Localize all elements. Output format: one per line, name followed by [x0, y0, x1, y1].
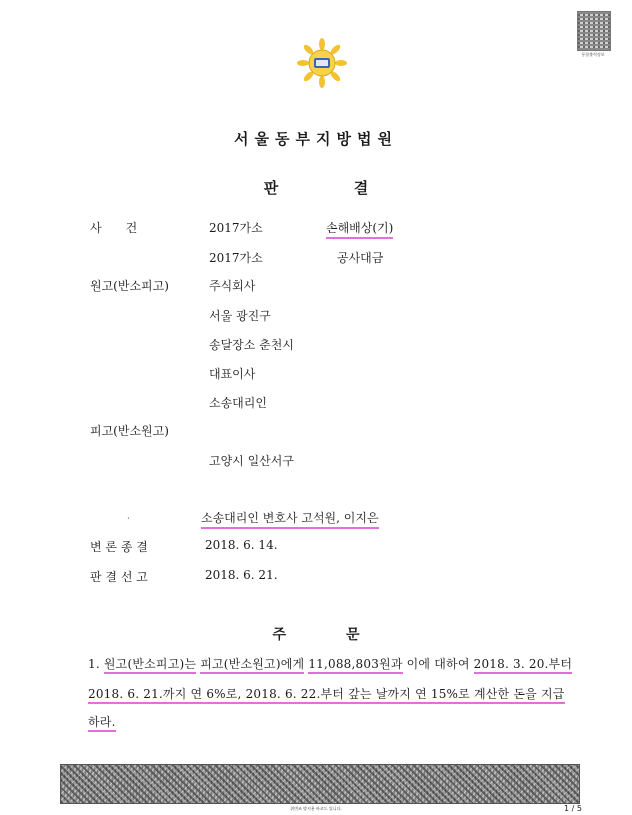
order-text: 이에 대하여	[406, 657, 470, 671]
judgment-date: 2018. 6. 21.	[205, 568, 278, 582]
order-start-date: 2018. 3. 20.부터	[474, 657, 573, 674]
court-name: 서울동부지방법원	[234, 130, 398, 148]
order-line-1	[88, 655, 572, 672]
footer-note: 위변조 방지용 바코드 입니다.	[290, 806, 342, 811]
document-title-char-2: 결	[353, 179, 369, 197]
order-recipient: 피고(반소원고)에게	[200, 657, 304, 674]
case-name-2: 공사대금	[337, 251, 384, 265]
order-interest-terms: 2018. 6. 21.까지 연 6%로, 2018. 6. 22.부터 갚는 날까지 연 15%로 계산한 돈을 지급	[88, 687, 565, 704]
plaintiff-line-3: 송달장소 춘천시	[209, 338, 294, 352]
anti-forgery-barcode	[60, 764, 580, 804]
court-emblem-icon	[297, 38, 347, 88]
order-title-char-2: 문	[346, 627, 360, 643]
judgment-date-label: 판 결 선 고	[90, 570, 148, 584]
defendant-label: 피고(반소원고)	[90, 424, 169, 438]
case-name-1: 손해배상(기)	[326, 219, 393, 239]
plaintiff-line-1: 주식회사	[209, 279, 256, 293]
order-party: 원고(반소피고)는	[104, 657, 196, 674]
order-closing: 하라.	[88, 715, 116, 732]
qr-caption: 통합출력정보	[581, 52, 605, 57]
closing-hearing-date: 2018. 6. 14.	[205, 538, 278, 552]
closing-hearing-label: 변 론 종 결	[90, 540, 148, 554]
order-line-3	[88, 713, 116, 730]
case-label: 사 건	[90, 221, 138, 235]
order-title-char-1: 주	[272, 627, 286, 643]
order-section-title	[0, 624, 632, 644]
qr-code	[577, 11, 611, 51]
document-title	[0, 177, 632, 198]
defendant-line-1: 고양시 일산서구	[209, 454, 294, 468]
document-title-char-1: 판	[263, 179, 279, 197]
order-item-number: 1.	[88, 657, 100, 671]
plaintiff-label: 원고(반소피고)	[90, 279, 169, 293]
plaintiff-line-2: 서울 광진구	[209, 309, 271, 323]
order-amount: 11,088,803원과	[308, 657, 402, 674]
scan-mark: ،	[127, 512, 130, 521]
page-number: 1 / 5	[564, 804, 582, 813]
plaintiff-line-4: 대표이사	[209, 367, 256, 381]
case-number-1: 2017가소	[209, 221, 263, 235]
case-number-2: 2017가소	[209, 251, 263, 265]
order-line-2	[88, 685, 565, 702]
defendant-counsel: 소송대리인 변호사 고석원, 이지은	[201, 509, 379, 529]
plaintiff-line-5: 소송대리인	[209, 396, 267, 410]
